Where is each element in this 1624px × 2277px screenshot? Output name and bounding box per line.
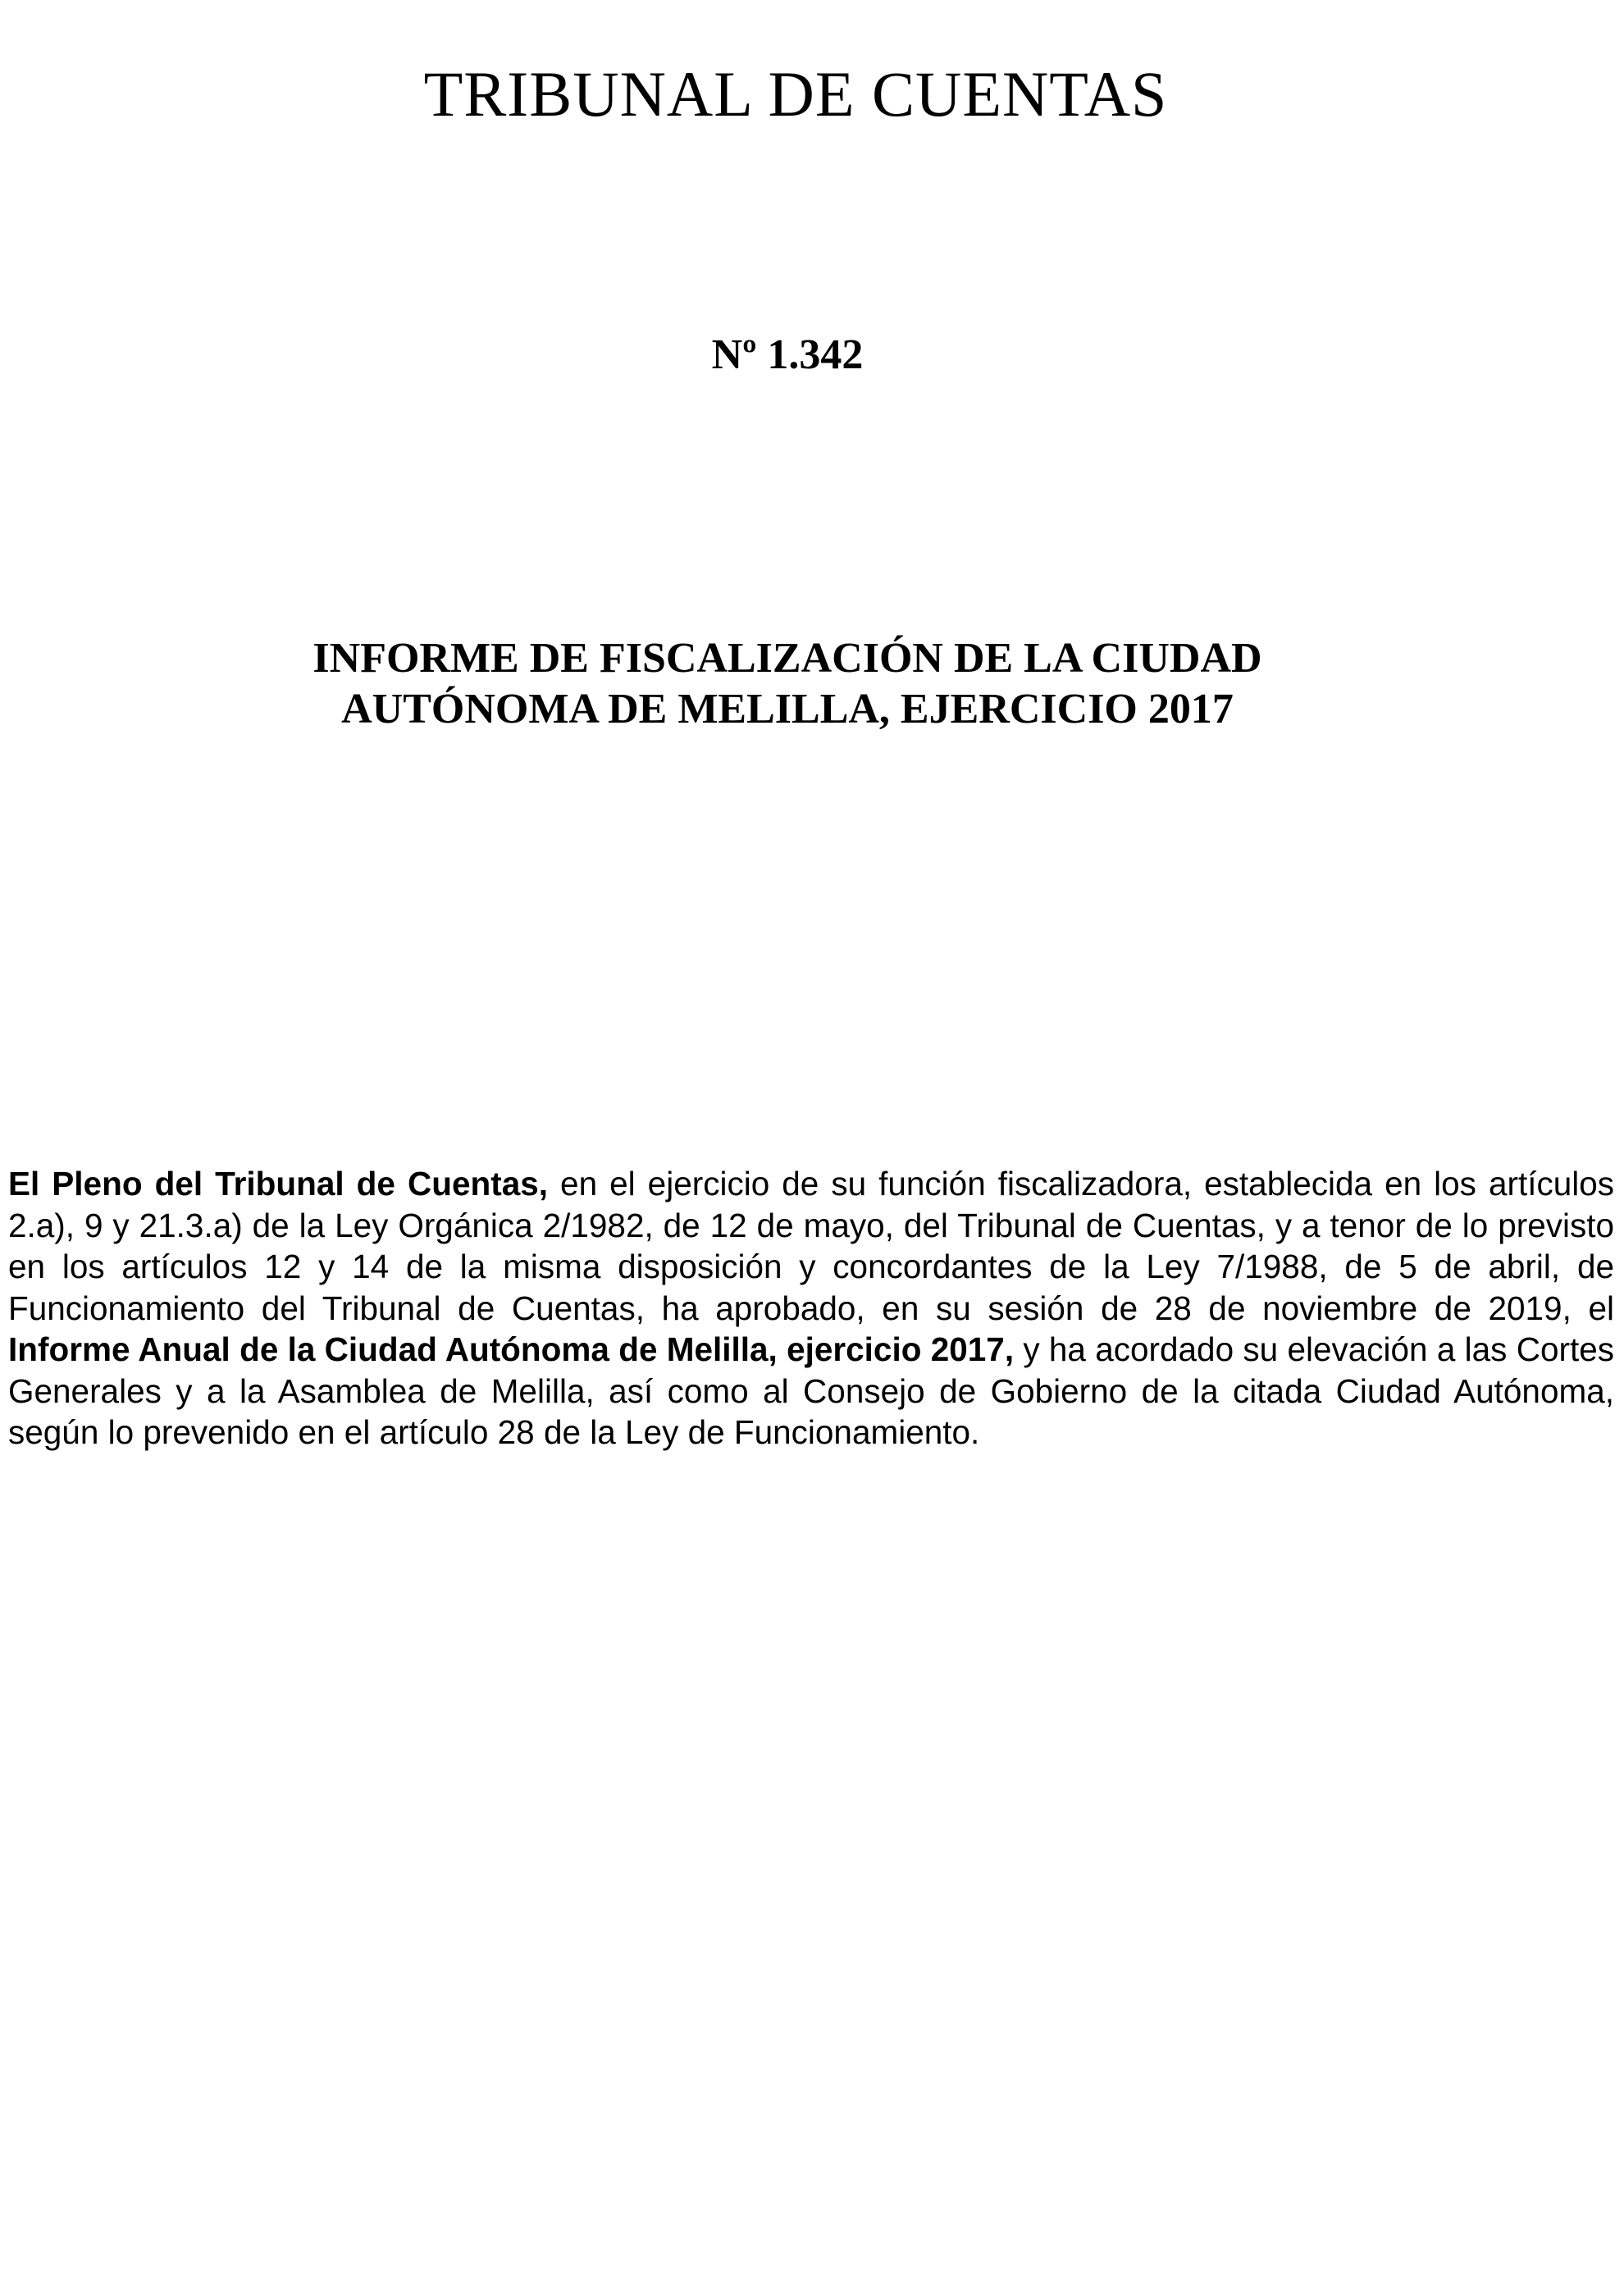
- plenary-lead: El Pleno del Tribunal de Cuentas,: [8, 1165, 549, 1202]
- report-reference: Informe Anual de la Ciudad Autónoma de Melilla, ejercicio 2017,: [8, 1330, 1015, 1368]
- approval-paragraph: [8, 1163, 1614, 1453]
- paragraph-text-part-1: en el ejercicio de su función fiscalizadora, establecida en los artículos 2.a), 9 y 21.3.a) de la Ley Orgánica 2/1982, de 12 de mayo, del Tribunal de Cuentas, y a tenor de lo previsto en los artículos 12 y 14 de la misma disposición y concordantes de la Ley 7/1988, de 5 de abril, de Funcionamiento del Tribunal de Cuentas, ha aprobado, en su sesión de 28 de noviembre de 2019, el: [8, 1165, 1615, 1327]
- report-title-line-2: AUTÓNOMA DE MELILLA, EJERCICIO 2017: [341, 686, 1234, 733]
- paragraph-text-part-2: y ha acordado su elevación a las Cortes Generales y a la Asamblea de Melilla, así como al Consejo de Gobierno de la citada Ciudad Autónoma, según lo prevenido en el artículo 28 de la Ley de Funcionamiento.: [8, 1330, 1614, 1451]
- institution-title: TRIBUNAL DE CUENTAS: [423, 58, 1168, 130]
- report-number: Nº 1.342: [711, 331, 864, 378]
- report-title-line-1: INFORME DE FISCALIZACIÓN DE LA CIUDAD: [312, 635, 1262, 682]
- report-title: [0, 633, 1575, 736]
